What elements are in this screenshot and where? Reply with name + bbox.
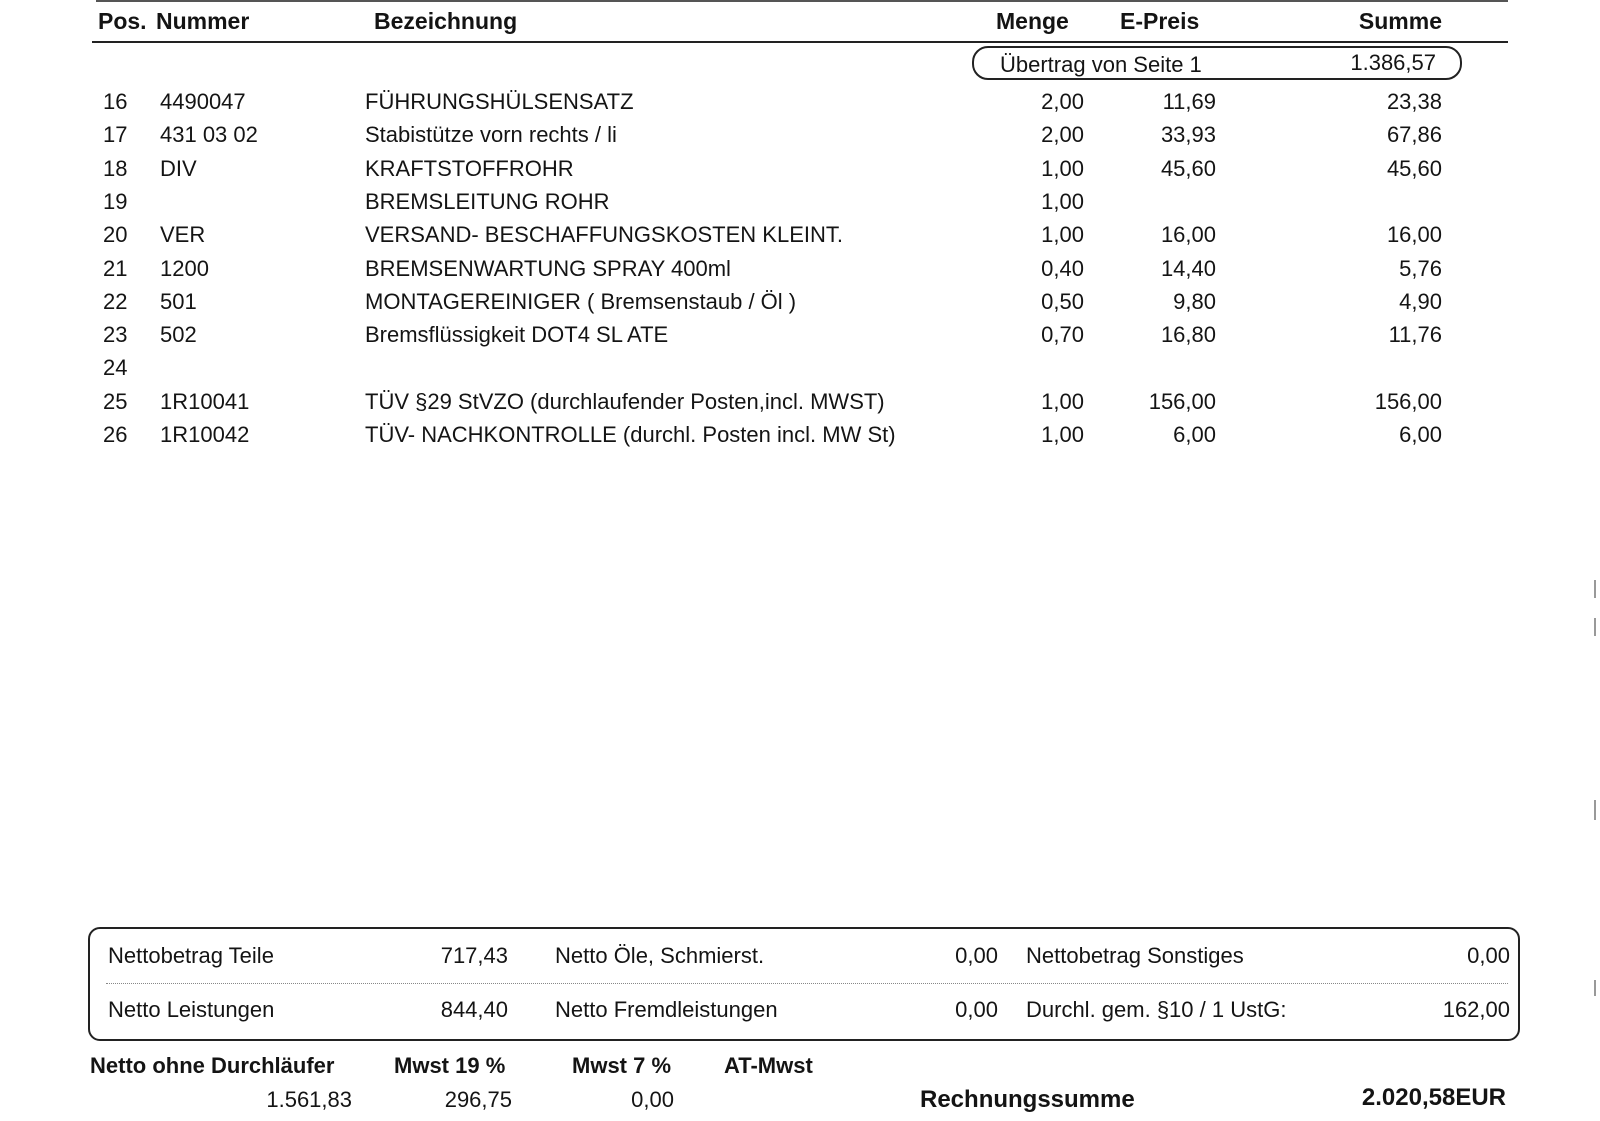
row-nummer: 502: [160, 322, 197, 348]
row-summe: 16,00: [1386, 222, 1442, 248]
netto-leistungen-label: Netto Leistungen: [108, 997, 275, 1022]
row-nummer: 1R10042: [160, 422, 250, 447]
totals-box: [88, 927, 1520, 1041]
netto-ohne-label: Netto ohne Durchläufer: [90, 1053, 335, 1078]
row-summe: 6,00: [1399, 422, 1442, 447]
mwst19-value: 296,75: [444, 1087, 512, 1112]
table-row: [0, 219, 1600, 252]
row-epreis: 16,80: [1160, 322, 1216, 348]
row-summe: 11,76: [1388, 322, 1442, 348]
row-summe: 4,90: [1399, 288, 1442, 314]
row-epreis: 33,93: [1160, 122, 1216, 148]
row-bezeichnung: TÜV- NACHKONTROLLE (durchl. Posten incl. MW St): [365, 422, 896, 447]
row-pos: 25: [103, 388, 128, 414]
scan-mark: [1594, 800, 1596, 820]
row-epreis: 9,80: [1173, 288, 1216, 314]
row-menge: 1,00: [1041, 388, 1084, 414]
scan-mark: [1594, 580, 1596, 598]
netto-leistungen-value: 844,40: [440, 997, 508, 1022]
row-bezeichnung: MONTAGEREINIGER ( Bremsenstaub / Öl ): [365, 288, 797, 314]
row-pos: 16: [103, 89, 128, 114]
header-bezeichnung: Bezeichnung: [374, 8, 518, 34]
row-epreis: 6,00: [1173, 422, 1216, 447]
header-nummer: Nummer: [156, 8, 250, 34]
row-pos: 17: [103, 122, 128, 148]
row-menge: 0,70: [1041, 322, 1084, 348]
table-row: [0, 186, 1600, 219]
row-summe: 23,38: [1386, 89, 1442, 114]
netto-fremd-label: Netto Fremdleistungen: [555, 997, 778, 1022]
row-epreis: 156,00: [1148, 388, 1216, 414]
header-summe: Summe: [1358, 8, 1442, 34]
mwst7-label: Mwst 7 %: [572, 1053, 672, 1078]
row-pos: 18: [103, 155, 128, 181]
row-pos: 20: [103, 222, 128, 248]
row-bezeichnung: VERSAND- BESCHAFFUNGSKOSTEN KLEINT.: [365, 222, 843, 248]
row-nummer: 431 03 02: [160, 122, 258, 148]
at-mwst-label: AT-Mwst: [724, 1053, 813, 1078]
header-menge: Menge: [996, 8, 1069, 34]
row-pos: 19: [103, 188, 128, 214]
row-summe: 67,86: [1386, 122, 1442, 148]
row-bezeichnung: FÜHRUNGSHÜLSENSATZ: [365, 89, 634, 114]
row-bezeichnung: KRAFTSTOFFROHR: [365, 155, 574, 181]
row-bezeichnung: Stabistütze vorn rechts / li: [365, 122, 617, 148]
carryover-box: [972, 46, 1462, 80]
row-pos: 24: [103, 355, 128, 381]
row-summe: 5,76: [1399, 255, 1442, 281]
netto-sonstiges-value: 0,00: [1467, 943, 1510, 968]
row-menge: 2,00: [1041, 89, 1084, 114]
durchl-value: 162,00: [1442, 997, 1510, 1022]
netto-oele-label: Netto Öle, Schmierst.: [555, 943, 765, 968]
durchl-label: Durchl. gem. §10 / 1 UstG:: [1026, 997, 1287, 1022]
netto-teile-label: Nettobetrag Teile: [108, 943, 274, 968]
netto-sonstiges-label: Nettobetrag Sonstiges: [1026, 943, 1244, 968]
table-row: [0, 386, 1600, 419]
rechnungssumme-value: 2.020,58EUR: [1361, 1084, 1506, 1111]
mwst19-label: Mwst 19 %: [394, 1053, 506, 1078]
carryover-value: 1.386,57: [1350, 50, 1436, 75]
header-rule: [92, 41, 1508, 43]
table-row: [0, 286, 1600, 319]
table-row: [0, 352, 1600, 385]
rechnungssumme-label: Rechnungssumme: [920, 1086, 1135, 1113]
row-menge: 0,50: [1041, 288, 1084, 314]
netto-ohne-value: 1.561,83: [266, 1087, 352, 1112]
row-nummer: 4490047: [160, 89, 246, 114]
row-menge: 1,00: [1041, 155, 1084, 181]
row-epreis: 11,69: [1162, 89, 1216, 114]
row-menge: 0,40: [1041, 255, 1084, 281]
row-bezeichnung: TÜV §29 StVZO (durchlaufender Posten,incl. MWST): [365, 388, 885, 414]
table-row: [0, 86, 1600, 119]
table-row: [0, 119, 1600, 152]
table-row: [0, 253, 1600, 286]
row-bezeichnung: BREMSLEITUNG ROHR: [365, 188, 610, 214]
totals-divider: [106, 983, 1508, 984]
scan-mark: [1594, 618, 1596, 636]
table-row: [0, 419, 1600, 452]
row-nummer: VER: [160, 222, 206, 248]
row-pos: 23: [103, 322, 128, 348]
netto-fremd-value: 0,00: [955, 997, 998, 1022]
row-menge: 2,00: [1041, 122, 1084, 148]
scan-mark: [1594, 980, 1596, 996]
header-epreis: E-Preis: [1120, 8, 1200, 34]
row-bezeichnung: BREMSENWARTUNG SPRAY 400ml: [365, 255, 731, 281]
top-rule: [96, 0, 1508, 2]
row-nummer: 1200: [160, 255, 209, 281]
row-menge: 1,00: [1041, 422, 1084, 447]
row-nummer: 1R10041: [160, 388, 250, 414]
netto-teile-value: 717,43: [440, 943, 508, 968]
row-pos: 21: [103, 255, 128, 281]
header-pos: Pos.: [98, 8, 147, 34]
carryover-label: Übertrag von Seite 1: [1000, 52, 1202, 77]
row-epreis: 14,40: [1160, 255, 1216, 281]
netto-oele-value: 0,00: [955, 943, 998, 968]
row-nummer: 501: [160, 288, 197, 314]
table-row: [0, 319, 1600, 352]
row-epreis: 45,60: [1160, 155, 1216, 181]
table-row: [0, 153, 1600, 186]
row-menge: 1,00: [1041, 222, 1084, 248]
row-epreis: 16,00: [1160, 222, 1216, 248]
mwst7-value: 0,00: [631, 1087, 674, 1112]
row-pos: 22: [103, 288, 128, 314]
row-menge: 1,00: [1041, 188, 1084, 214]
row-summe: 45,60: [1386, 155, 1442, 181]
row-summe: 156,00: [1374, 388, 1442, 414]
row-pos: 26: [103, 422, 128, 447]
row-nummer: DIV: [160, 155, 197, 181]
row-bezeichnung: Bremsflüssigkeit DOT4 SL ATE: [365, 322, 669, 348]
